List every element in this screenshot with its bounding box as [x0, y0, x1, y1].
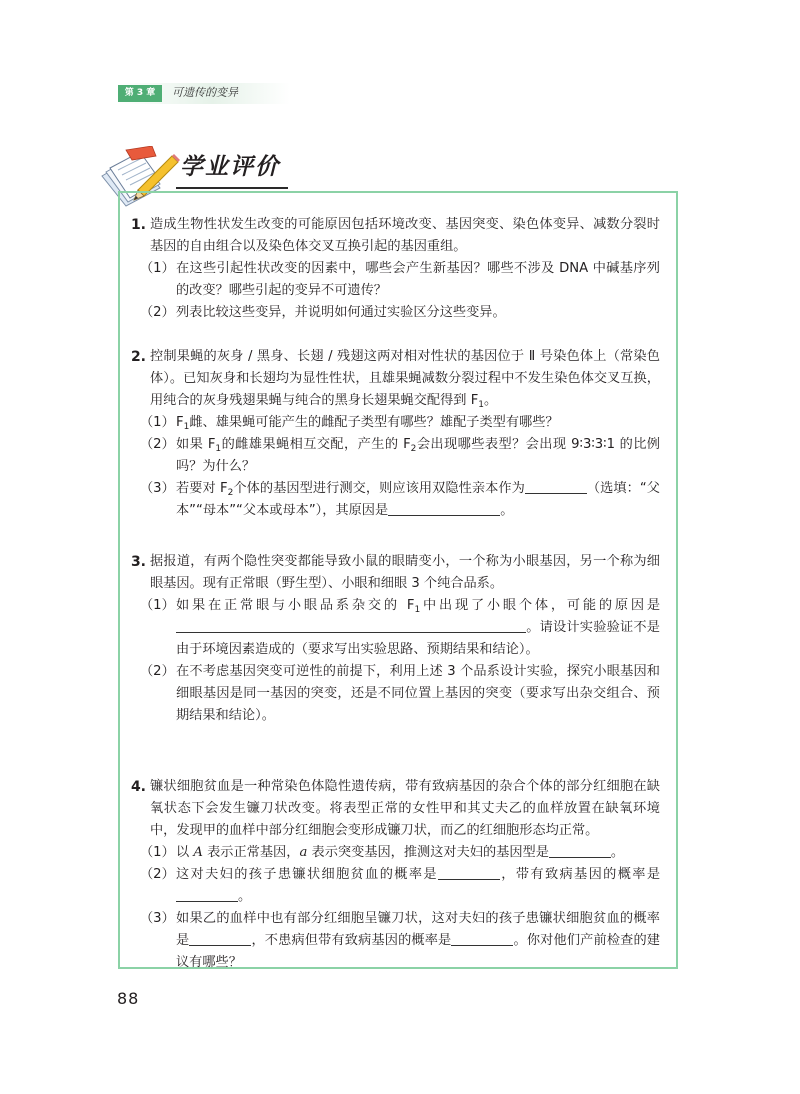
questions-content: [130, 214, 661, 974]
part-label: （2）: [140, 305, 175, 320]
question-2-part-2: [140, 434, 660, 478]
section-title: 学业评价: [180, 154, 280, 180]
answer-blank[interactable]: [176, 618, 526, 633]
question-number: 2.: [130, 349, 146, 365]
part-label: （3）: [140, 911, 175, 926]
part-text: 。: [500, 503, 514, 518]
part-text: 个体的基因型进行测交，则应该用双隐性亲本作为: [233, 481, 525, 496]
question-4-part-1: [140, 842, 660, 864]
part-text: 如果在正常眼与小眼品系杂交的 F: [176, 598, 415, 613]
part-text: 。: [238, 889, 252, 904]
question-3-stem: [130, 551, 660, 595]
subscript: 2: [227, 488, 234, 498]
section-title-underline: [176, 187, 288, 189]
chapter-badge: 第 3 章: [118, 85, 162, 102]
page-number: 88: [117, 989, 140, 1008]
part-text: （选填：“父本”“母本”“父本或母本”），其原因是: [176, 481, 660, 518]
part-text: 在这些引起性状改变的因素中，哪些会产生新基因？哪些不涉及 DNA 中碱基序列的改变？哪些引起的变异不可遗传？: [176, 261, 660, 298]
gene-symbol-dominant: A: [193, 845, 203, 860]
question-4: [130, 776, 661, 974]
answer-blank[interactable]: [525, 479, 587, 494]
question-text-end: 。: [484, 393, 498, 408]
question-text: 造成生物性状发生改变的可能原因包括环境改变、基因突变、染色体变异、减数分裂时基因的自由组合以及染色体交叉互换引起的基因重组。: [150, 217, 660, 254]
part-label: （2）: [140, 437, 175, 452]
question-text: 镰状细胞贫血是一种常染色体隐性遗传病，带有致病基因的杂合个体的部分红细胞在缺氧状态下会发生镰刀状改变。将表型正常的女性甲和其丈夫乙的血样放置在缺氧环境中，发现甲的血样中部分红细胞会变形成镰刀状，而乙的红细胞形态均正常。: [150, 779, 660, 838]
answer-blank[interactable]: [189, 931, 251, 946]
subscript: 1: [414, 605, 421, 615]
part-text: 列表比较这些变异，并说明如何通过实验区分这些变异。: [176, 305, 506, 320]
chapter-title: 可遗传的变异: [172, 86, 238, 99]
question-1-part-2: [140, 302, 660, 324]
part-label: （1）: [140, 598, 175, 613]
question-2-stem: [130, 346, 660, 412]
question-4-part-2: [140, 864, 661, 908]
subscript: 1: [183, 422, 190, 432]
question-3-part-1: [140, 595, 661, 661]
question-number: 4.: [130, 779, 146, 795]
part-text: 以: [176, 845, 194, 860]
part-text: 。请设计实验验证不是由于环境因素造成的（要求写出实验思路、预期结果和结论）。: [176, 620, 660, 657]
question-1: [130, 214, 660, 324]
part-text: ，不患病但带有致病基因的概率是: [251, 933, 452, 948]
part-text: 这对夫妇的孩子患镰状细胞贫血的概率是: [176, 867, 438, 882]
part-text: 表示正常基因，: [202, 845, 300, 860]
question-3: [130, 551, 661, 727]
answer-blank[interactable]: [388, 501, 500, 516]
part-text: 的雌雄果蝇相互交配，产生的 F: [221, 437, 411, 452]
part-label: （1）: [140, 415, 175, 430]
part-text: 在不考虑基因突变可逆性的前提下，利用上述 3 个品系设计实验，探究小眼基因和细眼基因是同一基因的突变，还是不同位置上基因的突变（要求写出杂交组合、预期结果和结论）。: [176, 664, 660, 723]
question-2-part-3: [140, 478, 660, 522]
gene-symbol-recessive: a: [299, 845, 308, 860]
part-text: ，带有致病基因的概率是: [499, 867, 661, 882]
answer-blank[interactable]: [451, 931, 513, 946]
question-text: 据报道，有两个隐性突变都能导致小鼠的眼睛变小，一个称为小眼基因，另一个称为细眼基因。现有正常眼（野生型）、小眼和细眼 3 个纯合品系。: [150, 554, 660, 591]
part-label: （2）: [140, 664, 175, 679]
answer-blank[interactable]: [176, 887, 238, 902]
subscript: 1: [215, 444, 222, 454]
part-label: （1）: [140, 261, 175, 276]
question-text: 控制果蝇的灰身 / 黑身、长翅 / 残翅这两对相对性状的基因位于 Ⅱ 号染色体上（常染色体）。已知灰身和长翅均为显性性状，且雄果蝇减数分裂过程中不发生染色体交叉互换，用纯合的灰身残翅果蝇与纯合的黑身长翅果蝇交配得到 F: [150, 349, 660, 408]
part-text: 表示突变基因，推测这对夫妇的基因型是: [307, 845, 549, 860]
question-number: 3.: [130, 554, 146, 570]
answer-blank[interactable]: [438, 865, 500, 880]
question-3-part-2: [140, 661, 660, 727]
part-text: 若要对 F: [176, 481, 228, 496]
question-2: [130, 346, 660, 522]
part-text: 如果 F: [176, 437, 216, 452]
part-label: （1）: [140, 845, 175, 860]
question-2-part-1: [140, 412, 660, 434]
question-4-part-3: [140, 908, 660, 974]
part-text: 如果乙的血样中也有部分红细胞呈镰刀状，这对夫妇的孩子患镰状细胞贫血的概率是: [176, 911, 660, 948]
part-text: F: [176, 415, 184, 430]
part-text: 雌、雄果蝇可能产生的雌配子类型有哪些？雄配子类型有哪些？: [189, 415, 559, 430]
part-text: 中出现了小眼个体，可能的原因是: [420, 598, 661, 613]
question-4-stem: [130, 776, 660, 842]
part-label: （2）: [140, 867, 175, 882]
part-text: 。: [610, 845, 625, 860]
question-number: 1.: [130, 217, 146, 233]
part-text: 会出现哪些表型？会出现 9∶3∶3∶1 的比例吗？为什么？: [176, 437, 660, 474]
subscript: 1: [478, 400, 485, 410]
question-1-stem: [130, 214, 660, 258]
subscript: 2: [410, 444, 417, 454]
question-1-part-1: [140, 258, 660, 302]
part-text: 。你对他们产前检查的建议有哪些？: [176, 933, 660, 970]
part-label: （3）: [140, 481, 175, 496]
answer-blank[interactable]: [549, 843, 611, 858]
